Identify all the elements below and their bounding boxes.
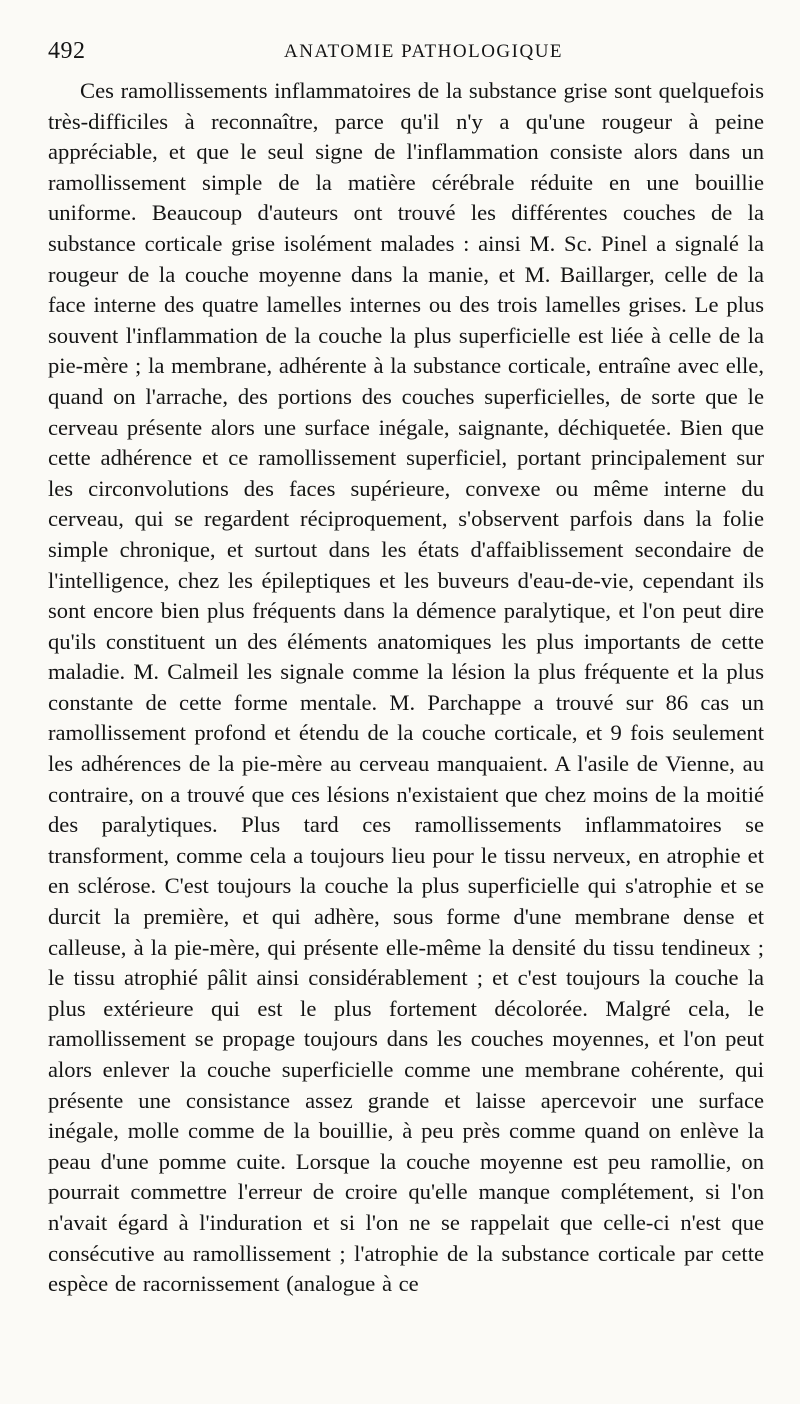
running-head: ANATOMIE PATHOLOGIQUE xyxy=(284,41,564,62)
page-number: 492 xyxy=(48,38,86,64)
page-header xyxy=(48,38,764,68)
body-paragraph: Ces ramollissements inflammatoires de la substance grise sont quelquefois très-difficiles à reconnaître, parce qu'il n'y a qu'une rougeur à peine appréciable, et que le seul signe de l'inflammation consiste alors dans un ramollissement simple de la matière cérébrale réduite en une bouillie uniforme. Beaucoup d'auteurs ont trouvé les différentes couches de la substance corticale grise isolément malades : ainsi M. Sc. Pinel a signalé la rougeur de la couche moyenne dans la manie, et M. Baillarger, celle de la face interne des quatre lamelles internes ou des trois lamelles grises. Le plus souvent l'inflammation de la couche la plus superficielle est liée à celle de la pie-mère ; la membrane, adhérente à la substance corticale, entraîne avec elle, quand on l'arrache, des portions des couches superficielles, de sorte que le cerveau présente alors une surface inégale, saignante, déchiquetée. Bien que cette adhérence et ce ramollissement superficiel, portant principalement sur les circonvolutions des faces supérieure, convexe ou même interne du cerveau, qui se regardent réciproquement, s'observent parfois dans la folie simple chronique, et surtout dans les états d'affaiblissement secondaire de l'intelligence, chez les épileptiques et les buveurs d'eau-de-vie, cependant ils sont encore bien plus fréquents dans la démence paralytique, et l'on peut dire qu'ils constituent un des éléments anatomiques les plus importants de cette maladie. M. Calmeil les signale comme la lésion la plus fréquente et la plus constante de cette forme mentale. M. Parchappe a trouvé sur 86 cas un ramollissement profond et étendu de la couche corticale, et 9 fois seulement les adhérences de la pie-mère au cerveau manquaient. A l'asile de Vienne, au contraire, on a trouvé que ces lésions n'existaient que chez moins de la moitié des paralytiques. Plus tard ces ramollissements inflammatoires se transforment, comme cela a toujours lieu pour le tissu nerveux, en atrophie et en sclérose. C'est toujours la couche la plus superficielle qui s'atrophie et se durcit la première, et qui adhère, sous forme d'une membrane dense et calleuse, à la pie-mère, qui présente elle-même la densité du tissu tendineux ; le tissu atrophié pâlit ainsi considérablement ; et c'est toujours la couche la plus extérieure qui est le plus fortement décolorée. Malgré cela, le ramollissement se propage toujours dans les couches moyennes, et l'on peut alors enlever la couche superficielle comme une membrane cohérente, qui présente une consistance assez grande et laisse apercevoir une surface inégale, molle comme de la bouillie, à peu près comme quand on enlève la peau d'une pomme cuite. Lorsque la couche moyenne est peu ramollie, on pourrait commettre l'erreur de croire qu'elle manque complétement, si l'on n'avait égard à l'induration et si l'on ne se rappelait que celle-ci n'est que consécutive au ramollissement ; l'atrophie de la substance corticale par cette espèce de racornissement (analogue à ce xyxy=(48,78,764,1297)
